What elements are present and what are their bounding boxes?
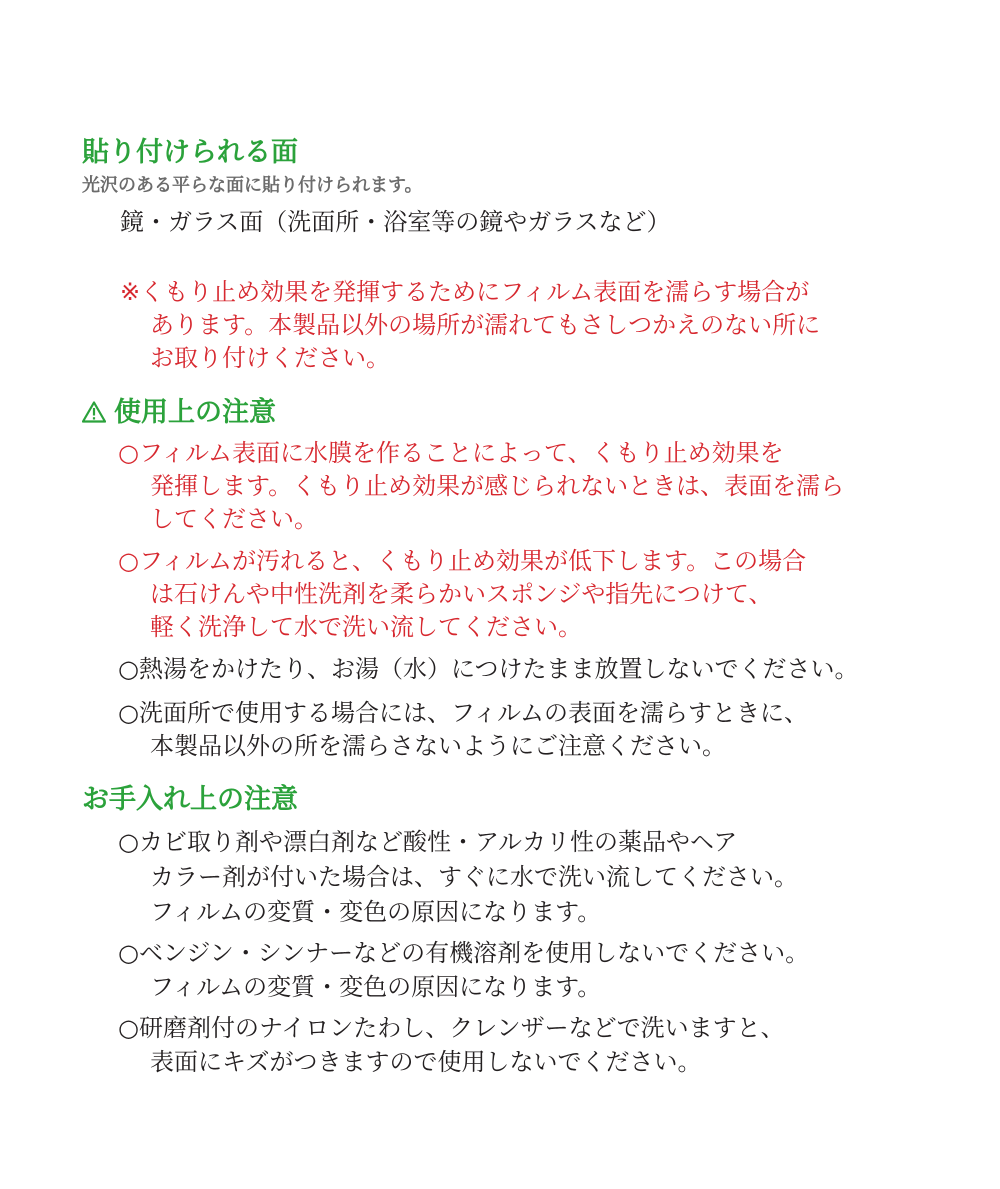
surfaces-note-line-3: お取り付けください。 [150,344,390,372]
care-item-3-line-1: ○研磨剤付のナイロンたわし、クレンザーなどで洗いますと、 [118,1014,785,1042]
care-item-3-line-2: 表面にキズがつきますので使用しないでください。 [150,1048,702,1076]
warning-triangle-icon [82,401,106,423]
care-heading: お手入れ上の注意 [82,784,298,815]
care-item-2-line-2: フィルムの変質・変色の原因になります。 [150,973,602,1001]
usage-heading [82,397,276,429]
usage-item-3-line-1: ○熱湯をかけたり、お湯（水）につけたまま放置しないでください。 [118,655,859,683]
usage-item-4-line-1: ○洗面所で使用する場合には、フィルムの表面を濡らすときに、 [118,699,809,727]
usage-item-2-line-3: 軽く洗浄して水で洗い流してください。 [150,613,582,641]
usage-item-1-line-3: してください。 [150,505,318,533]
care-item-2-line-1: ○ベンジン・シンナーなどの有機溶剤を使用しないでください。 [118,939,810,967]
care-item-1-line-2: カラー剤が付いた場合は、すぐに水で洗い流してください。 [150,863,798,891]
usage-item-2-line-1: ○フィルムが汚れると、くもり止め効果が低下します。この場合 [118,547,807,575]
usage-item-1-line-2: 発揮します。くもり止め効果が感じられないときは、表面を濡ら [150,472,845,500]
usage-item-1-line-1: ○フィルム表面に水膜を作ることによって、くもり止め効果を [118,439,784,467]
care-item-1-line-1: ○カビ取り剤や漂白剤など酸性・アルカリ性の薬品やヘア [118,828,738,856]
surfaces-note-line-2: あります。本製品以外の場所が濡れてもさしつかえのない所に [150,311,821,339]
care-item-1-line-3: フィルムの変質・変色の原因になります。 [150,898,602,926]
surfaces-item: 鏡・ガラス面（洗面所・浴室等の鏡やガラスなど） [120,208,671,236]
usage-item-2-line-2: は石けんや中性洗剤を柔らかいスポンジや指先につけて、 [150,580,773,608]
surfaces-subheading: 光沢のある平らな面に貼り付けられます。 [82,175,423,196]
surfaces-note-line-1: ※くもり止め効果を発揮するためにフィルム表面を濡らす場合が [120,278,810,306]
usage-heading-label: 使用上の注意 [114,397,276,428]
surfaces-heading: 貼り付けられる面 [82,137,298,168]
usage-item-4-line-2: 本製品以外の所を濡らさないようにご注意ください。 [150,732,726,760]
